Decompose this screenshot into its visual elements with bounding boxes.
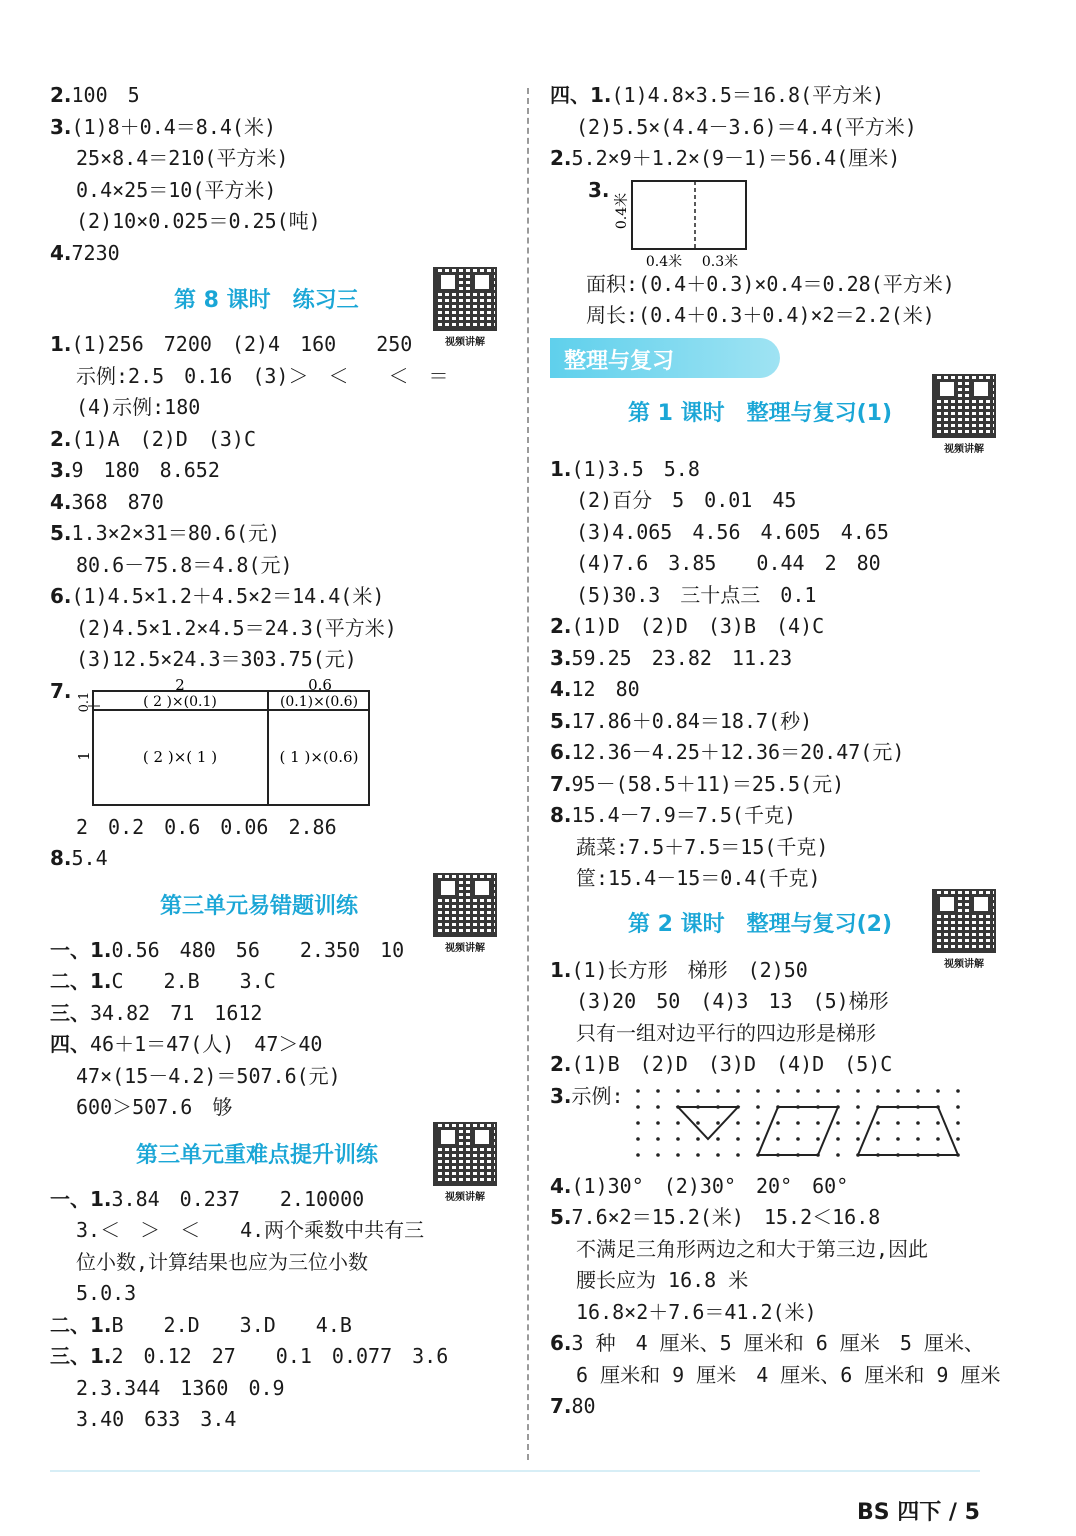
answer-text: 47×(15－4.2)＝507.6(元) xyxy=(76,1063,341,1088)
grid-dot xyxy=(836,1121,840,1125)
answer-line xyxy=(50,1029,510,1061)
answer-text: (4)示例:180 xyxy=(76,395,201,419)
cell-top-left: ( 2 )×(0.1) xyxy=(143,693,217,710)
column-divider xyxy=(527,88,529,1460)
grid-dot xyxy=(896,1121,900,1125)
question-number: 3. xyxy=(588,177,610,202)
qr-code[interactable] xyxy=(433,267,497,348)
lesson8-answers xyxy=(50,329,510,676)
answer-text: 46＋1＝47(人) 47＞40 xyxy=(90,1032,323,1056)
label-bottom-left: 0.4米 xyxy=(645,253,683,269)
grid-dot xyxy=(916,1121,920,1125)
answer-line xyxy=(50,143,510,175)
answer-text: B 2.D 3.D 4.B xyxy=(111,1312,352,1337)
answer-text: 15.4－7.9＝7.5(千克) xyxy=(571,803,797,827)
grid-dot xyxy=(856,1137,860,1141)
question-number: 3. xyxy=(50,114,72,139)
answer-line xyxy=(50,455,510,487)
question-number: 5. xyxy=(550,708,572,733)
question-number: 8. xyxy=(550,803,572,827)
grid-dot xyxy=(796,1089,800,1093)
answer-text: 筐:15.4－15＝0.4(千克) xyxy=(576,866,821,890)
grid-dot xyxy=(676,1153,680,1157)
question-number: 8. xyxy=(50,846,72,870)
answer-text: 腰长应为 16.8 米 xyxy=(576,1268,749,1292)
question-number: 2. xyxy=(50,426,72,451)
cell-top-right: (0.1)×(0.6) xyxy=(279,693,359,710)
grid-dot xyxy=(676,1121,680,1125)
answer-line xyxy=(550,1202,1020,1234)
triangle-shape xyxy=(678,1107,738,1139)
answer-line xyxy=(50,1215,510,1247)
grid-dot xyxy=(636,1105,640,1109)
figure-3 xyxy=(550,175,1020,269)
answer-text: 2 0.2 0.6 0.06 2.86 xyxy=(76,814,337,839)
answer-line xyxy=(550,1265,1020,1297)
label-bottom-right: 0.3米 xyxy=(701,253,739,269)
grid-dot xyxy=(656,1137,660,1141)
answer-text: 0.56 480 56 2.350 10 xyxy=(111,937,405,962)
grid-dot xyxy=(696,1121,700,1125)
grid-dot xyxy=(656,1105,660,1109)
grid-dot xyxy=(716,1121,720,1125)
errors-answers xyxy=(50,935,510,1124)
grid-dot xyxy=(936,1121,940,1125)
qr-code-icon xyxy=(932,889,996,953)
answer-text: (1)3.5 5.8 xyxy=(571,456,700,481)
question-number: 4. xyxy=(50,489,72,514)
answer-line xyxy=(50,613,510,645)
answer-text: 6 厘米和 9 厘米 4 厘米、6 厘米和 9 厘米 xyxy=(576,1362,1001,1387)
answer-line xyxy=(550,1234,1020,1266)
answer-text: 12.36－4.25＋12.36＝20.47(元) xyxy=(571,740,905,764)
answer-text: 2 0.12 27 0.1 0.077 3.6 xyxy=(111,1344,449,1368)
answer-text: 12 80 xyxy=(571,677,640,701)
label-side-bottom: 1 xyxy=(75,750,93,761)
question-number: 6. xyxy=(50,584,72,608)
answer-text: 只有一组对边平行的四边形是梯形 xyxy=(576,1020,876,1045)
errors-title: 第三单元易错题训练 xyxy=(160,893,359,919)
grid-dot xyxy=(896,1137,900,1141)
answer-line xyxy=(550,674,1020,706)
grid-dot xyxy=(876,1089,880,1093)
answer-line xyxy=(550,1297,1020,1329)
grid-dot xyxy=(756,1137,760,1141)
answer-line xyxy=(50,1278,510,1310)
grid-dot xyxy=(656,1153,660,1157)
answer-line xyxy=(50,966,510,998)
qr-code-icon xyxy=(433,1122,497,1186)
figure-7-answers xyxy=(50,812,510,875)
grid-dot xyxy=(956,1105,960,1109)
answer-text: (3)4.065 4.56 4.605 4.65 xyxy=(576,519,889,544)
answer-text: (3)12.5×24.3＝303.75(元) xyxy=(76,647,357,671)
grid-dot xyxy=(796,1121,800,1125)
answer-text: (1)30° (2)30° 20° 60° xyxy=(571,1173,849,1198)
answer-text: 25×8.4＝210(平方米) xyxy=(76,146,289,170)
answer-line xyxy=(50,843,510,875)
answer-line xyxy=(50,1061,510,1093)
qr-code-icon xyxy=(433,873,497,937)
right-top-block xyxy=(550,80,1020,175)
answer-text: 3.40 633 3.4 xyxy=(76,1407,237,1431)
question-number: 2. xyxy=(550,614,572,638)
answer-line xyxy=(550,269,1020,301)
grid-dot xyxy=(736,1121,740,1125)
grid-dot xyxy=(916,1089,920,1093)
question-number: 7. xyxy=(550,1394,572,1418)
left-top-block xyxy=(50,80,510,269)
answer-line xyxy=(50,206,510,238)
answer-line xyxy=(50,550,510,582)
answer-text: 17.86＋0.84＝18.7(秒) xyxy=(571,708,813,733)
grid-dot xyxy=(716,1089,720,1093)
question-number: 3. xyxy=(50,458,72,482)
answer-text: 9 180 8.652 xyxy=(71,458,220,482)
grid-dot xyxy=(756,1121,760,1125)
label-top-left: 2 xyxy=(175,675,185,694)
answer-line xyxy=(550,485,1020,517)
area-diagram xyxy=(70,676,400,806)
answer-text: 7230 xyxy=(71,240,120,265)
question-number: 5. xyxy=(550,1205,572,1229)
grid-dot xyxy=(856,1105,860,1109)
question-number: 3. xyxy=(550,645,572,670)
review2-answers xyxy=(550,955,1020,1081)
answer-text: 2.3.344 1360 0.9 xyxy=(76,1375,285,1400)
grid-dot xyxy=(836,1137,840,1141)
grid-dot xyxy=(816,1137,820,1141)
cell-bottom-left: ( 2 )×( 1 ) xyxy=(142,747,218,766)
answer-line xyxy=(50,644,510,676)
answer-line xyxy=(50,424,510,456)
answer-text: 7.6×2＝15.2(米) 15.2＜16.8 xyxy=(571,1205,881,1229)
left-column xyxy=(50,80,510,1436)
review1-answers xyxy=(550,454,1020,895)
grid-dot xyxy=(736,1137,740,1141)
answer-line xyxy=(550,737,1020,769)
grid-dot xyxy=(716,1137,720,1141)
question-number: 四、 xyxy=(50,1032,90,1056)
page-footer: BS 四下 / 5 xyxy=(857,1500,980,1525)
answer-text: 1.3×2×31＝80.6(元) xyxy=(71,521,281,545)
question-number: 四、1. xyxy=(550,83,612,107)
answer-text: 3 种 4 厘米、5 厘米和 6 厘米 5 厘米、 xyxy=(571,1331,984,1355)
trapezoid-shape xyxy=(858,1107,958,1155)
grid-dot xyxy=(776,1121,780,1125)
grid-dot xyxy=(956,1137,960,1141)
answer-line xyxy=(50,175,510,207)
qr-caption: 视频讲解 xyxy=(445,1191,485,1203)
grid-dot xyxy=(696,1153,700,1157)
grid-dot xyxy=(676,1089,680,1093)
answer-text: 示例:2.5 0.16 (3)＞ ＜ ＜ ＝ xyxy=(76,363,449,388)
grid-dot xyxy=(636,1121,640,1125)
question-number: 1. xyxy=(550,957,572,982)
answer-line xyxy=(550,1171,1020,1203)
question-number: 1. xyxy=(550,456,572,481)
question-number: 7. xyxy=(550,771,572,796)
question-number: 一、1. xyxy=(50,1186,112,1211)
grid-dot xyxy=(696,1137,700,1141)
answer-text: (1)A (2)D (3)C xyxy=(71,426,257,451)
answer-line xyxy=(550,769,1020,801)
qr-code[interactable] xyxy=(433,873,497,954)
label-side-top: 0.1 xyxy=(77,691,92,712)
grid-dot xyxy=(636,1153,640,1157)
answer-text: (1)B (2)D (3)D (4)D (5)C xyxy=(571,1052,893,1076)
grid-dot xyxy=(656,1089,660,1093)
grid-dot xyxy=(956,1089,960,1093)
grid-dot xyxy=(956,1121,960,1125)
qr-code-icon xyxy=(932,374,996,438)
review-banner xyxy=(550,338,780,378)
grid-dot xyxy=(636,1137,640,1141)
answer-text: (4)7.6 3.85 0.44 2 80 xyxy=(576,551,881,575)
answer-line xyxy=(550,1328,1020,1360)
answer-text: 5.2×9＋1.2×(9－1)＝56.4(厘米) xyxy=(571,146,901,170)
dot-grid xyxy=(632,1085,982,1175)
question-number: 2. xyxy=(50,83,72,107)
question-number: 二、1. xyxy=(50,969,112,993)
question-number: 5. xyxy=(50,521,72,545)
question-number: 4. xyxy=(550,1173,572,1198)
grid-dot xyxy=(876,1121,880,1125)
qr-code-icon xyxy=(433,267,497,331)
answer-text: 5.4 xyxy=(71,846,108,870)
label-top-right: 0.6 xyxy=(308,675,332,694)
section-heading-review1 xyxy=(550,392,1020,454)
grid-dot xyxy=(896,1089,900,1093)
answer-text: C 2.B 3.C xyxy=(111,969,276,993)
figure-3-answers xyxy=(550,269,1020,332)
qr-caption: 视频讲解 xyxy=(944,958,984,970)
review2-more-answers xyxy=(550,1171,1020,1423)
qr-code[interactable] xyxy=(932,889,996,970)
grid-dot xyxy=(876,1137,880,1141)
answer-text: (2)4.5×1.2×4.5＝24.3(平方米) xyxy=(76,615,397,640)
answer-line xyxy=(50,998,510,1030)
answer-line xyxy=(550,580,1020,612)
dot-grid-figure xyxy=(550,1081,1020,1171)
question-number: 6. xyxy=(550,740,572,764)
question-number: 4. xyxy=(550,677,572,701)
answer-text: (1)8＋0.4＝8.4(米) xyxy=(71,114,277,139)
answer-line xyxy=(50,392,510,424)
question-number: 三、 xyxy=(50,1000,90,1025)
grid-dot xyxy=(816,1089,820,1093)
grid-dot xyxy=(736,1089,740,1093)
answer-line xyxy=(50,581,510,613)
answer-text: (3)20 50 (4)3 13 (5)梯形 xyxy=(576,989,889,1013)
answer-line xyxy=(50,487,510,519)
answer-line xyxy=(550,517,1020,549)
grid-dot xyxy=(716,1153,720,1157)
grid-dot xyxy=(936,1089,940,1093)
answer-line xyxy=(50,1373,510,1405)
question-number: 4. xyxy=(50,240,72,265)
review1-title: 第 1 课时 整理与复习(1) xyxy=(628,400,893,426)
grid-dot xyxy=(836,1089,840,1093)
review2-title: 第 2 课时 整理与复习(2) xyxy=(628,911,893,937)
parallelogram-shape xyxy=(758,1107,838,1155)
answer-line xyxy=(550,706,1020,738)
answer-line xyxy=(550,1018,1020,1050)
answer-text: (2)10×0.025＝0.25(吨) xyxy=(76,209,321,233)
answer-line xyxy=(550,300,1020,332)
answer-text: 16.8×2＋7.6＝41.2(米) xyxy=(576,1299,817,1324)
answer-text: (1)D (2)D (3)B (4)C xyxy=(571,614,825,638)
grid-dot xyxy=(756,1105,760,1109)
grid-dot xyxy=(696,1089,700,1093)
answer-line xyxy=(50,812,510,844)
answer-line xyxy=(550,643,1020,675)
footer-rule xyxy=(50,1470,980,1472)
grid-dot xyxy=(816,1121,820,1125)
question-number: 一、1. xyxy=(50,937,112,962)
answer-line xyxy=(550,986,1020,1018)
grid-dot xyxy=(936,1137,940,1141)
answer-line xyxy=(550,112,1020,144)
answer-line xyxy=(550,1049,1020,1081)
grid-dot xyxy=(916,1137,920,1141)
answer-text: 600＞507.6 够 xyxy=(76,1095,233,1119)
question-number: 7. xyxy=(50,678,72,703)
grid-dot xyxy=(676,1137,680,1141)
question-number: 三、1. xyxy=(50,1344,112,1368)
answer-text: 80.6－75.8＝4.8(元) xyxy=(76,552,293,577)
qr-caption: 视频讲解 xyxy=(944,443,984,455)
answer-text: 面积:(0.4＋0.3)×0.4＝0.28(平方米) xyxy=(586,271,955,296)
answer-line xyxy=(50,1092,510,1124)
answer-text: 80 xyxy=(571,1394,596,1418)
answer-text: 100 5 xyxy=(71,83,140,107)
answer-line xyxy=(550,1360,1020,1392)
question-number: 二、1. xyxy=(50,1312,112,1337)
answer-text: 34.82 71 1612 xyxy=(90,1000,263,1025)
answer-text: (5)30.3 三十点三 0.1 xyxy=(576,582,817,607)
answer-line xyxy=(50,518,510,550)
answer-text: (2)5.5×(4.4－3.6)＝4.4(平方米) xyxy=(576,114,917,139)
grid-dot xyxy=(736,1153,740,1157)
answer-text: 不满足三角形两边之和大于第三边,因此 xyxy=(576,1236,929,1261)
grid-dot xyxy=(856,1089,860,1093)
answer-line xyxy=(550,832,1020,864)
qr-caption: 视频讲解 xyxy=(445,942,485,954)
answer-text: 3.84 0.237 2.10000 xyxy=(111,1186,365,1211)
question-number: 3. xyxy=(550,1083,572,1108)
answer-line xyxy=(50,361,510,393)
label-side: 0.4米 xyxy=(614,192,630,229)
answer-text: 位小数,计算结果也应为三位小数 xyxy=(76,1249,369,1274)
hard-title: 第三单元重难点提升训练 xyxy=(136,1142,379,1168)
question-number: 2. xyxy=(550,1052,572,1076)
answer-line xyxy=(50,1247,510,1279)
answer-text: 蔬菜:7.5＋7.5＝15(千克) xyxy=(576,834,829,859)
answer-line xyxy=(50,112,510,144)
grid-dot xyxy=(796,1137,800,1141)
grid-dot xyxy=(756,1089,760,1093)
answer-text: 5.0.3 xyxy=(76,1281,137,1305)
answer-text: (1)4.8×3.5＝16.8(平方米) xyxy=(611,83,885,107)
answer-text: 周长:(0.4＋0.3＋0.4)×2＝2.2(米) xyxy=(586,303,935,327)
right-column xyxy=(550,80,1020,1423)
figure-7 xyxy=(50,676,510,806)
answer-line xyxy=(50,1404,510,1436)
grid-dot xyxy=(776,1137,780,1141)
example-label: 示例: xyxy=(571,1083,624,1108)
grid-dot xyxy=(836,1153,840,1157)
answer-line xyxy=(550,80,1020,112)
answer-text: (1)长方形 梯形 (2)50 xyxy=(571,957,808,982)
grid-dot xyxy=(656,1121,660,1125)
answer-text: 368 870 xyxy=(71,489,164,514)
grid-dot xyxy=(636,1089,640,1093)
answer-line xyxy=(550,800,1020,832)
lesson8-title: 第 8 课时 练习三 xyxy=(174,288,359,313)
answer-line xyxy=(550,1391,1020,1423)
answer-text: 59.25 23.82 11.23 xyxy=(571,645,793,670)
answer-line xyxy=(50,1341,510,1373)
qr-caption: 视频讲解 xyxy=(445,337,485,348)
answer-line xyxy=(50,238,510,270)
question-number: 1. xyxy=(50,332,72,356)
grid-dot xyxy=(776,1089,780,1093)
grid-dot xyxy=(856,1121,860,1125)
answer-line xyxy=(550,454,1020,486)
hard-answers xyxy=(50,1184,510,1436)
answer-text: 3.＜ ＞ ＜ 4.两个乘数中共有三 xyxy=(76,1218,425,1242)
answer-text: (1)4.5×1.2＋4.5×2＝14.4(米) xyxy=(71,584,385,608)
answer-line xyxy=(50,1310,510,1342)
rectangle-diagram xyxy=(608,175,828,269)
answer-text: 95－(58.5＋11)＝25.5(元) xyxy=(571,771,845,796)
question-number: 2. xyxy=(550,146,572,170)
qr-code[interactable] xyxy=(433,1122,497,1203)
banner-text: 整理与复习 xyxy=(564,348,675,374)
answer-line xyxy=(550,143,1020,175)
qr-code[interactable] xyxy=(932,374,996,455)
answer-text: (2)百分 5 0.01 45 xyxy=(576,488,797,512)
answer-text: 0.4×25＝10(平方米) xyxy=(76,177,277,202)
answer-line xyxy=(550,611,1020,643)
cell-bottom-right: ( 1 )×(0.6) xyxy=(279,747,359,766)
question-number: 6. xyxy=(550,1331,572,1355)
answer-text: (1)256 7200 (2)4 160 250 xyxy=(71,332,413,356)
answer-line xyxy=(50,80,510,112)
answer-line xyxy=(550,548,1020,580)
